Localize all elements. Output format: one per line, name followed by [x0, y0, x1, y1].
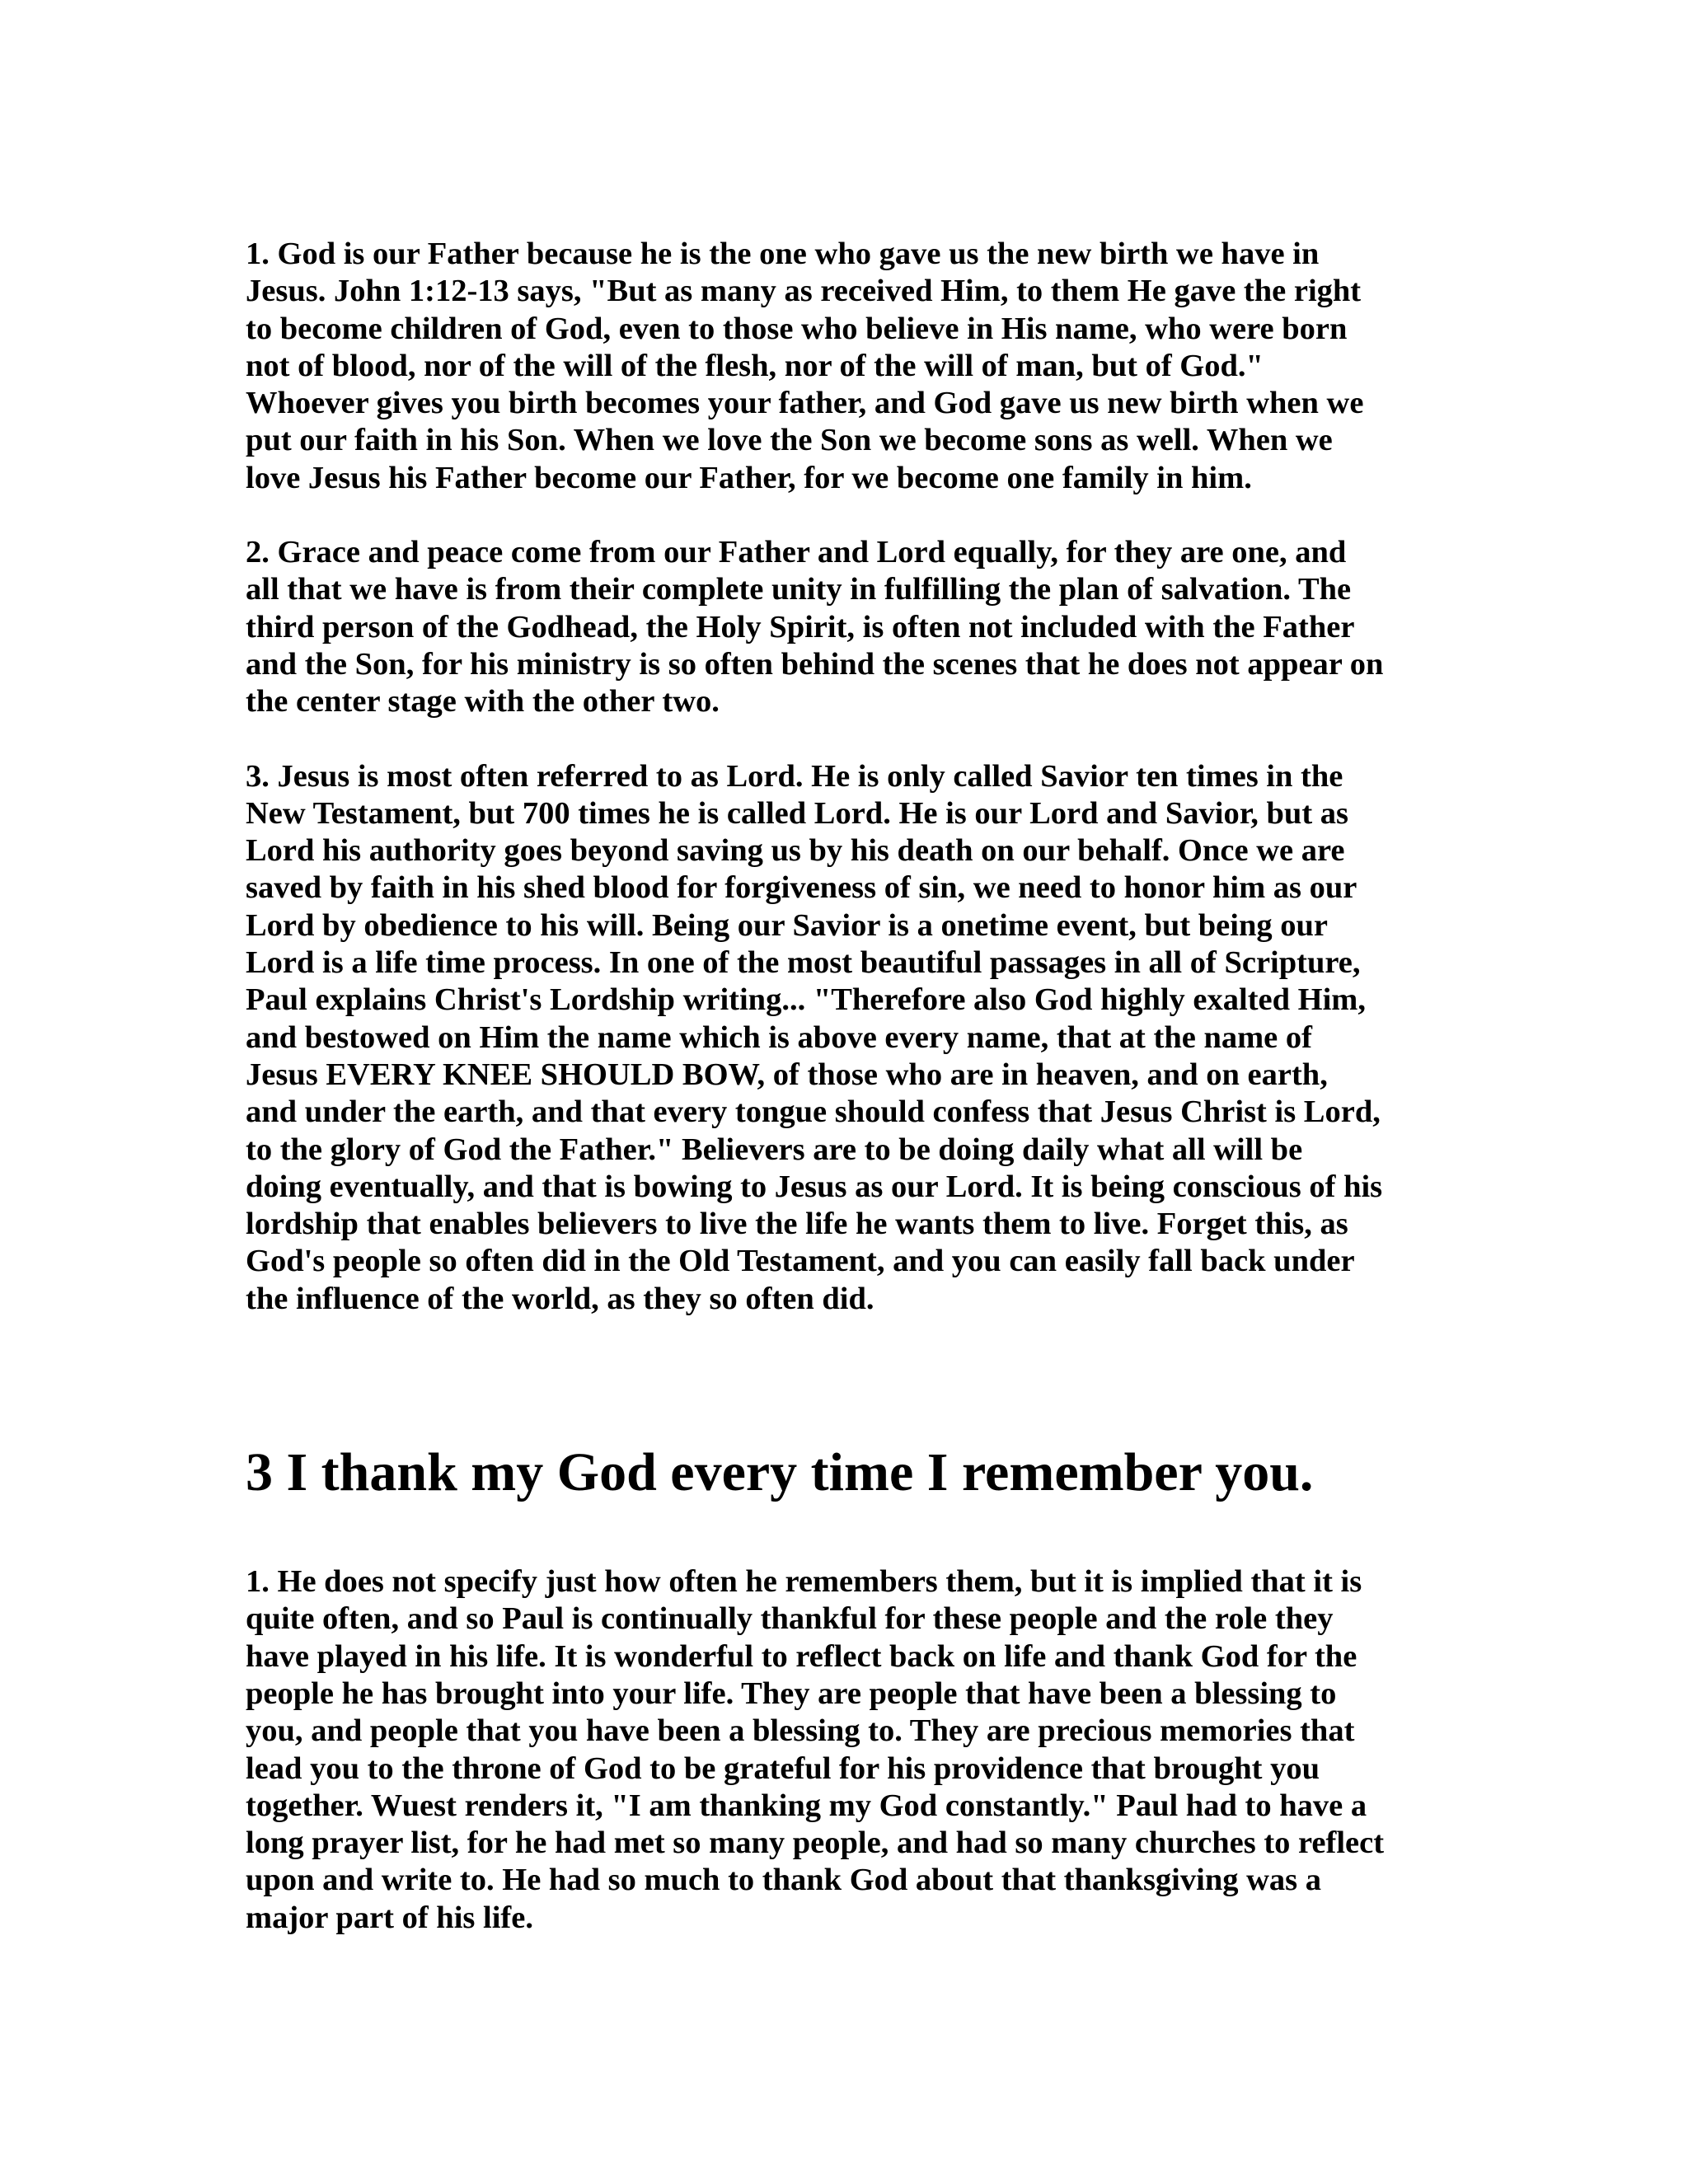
document-page	[246, 236, 1449, 1974]
paragraph-thankfulness: 1. He does not specify just how often he remembers them, but it is implied that it is quite often, and so Paul is continually thankful for these people and the role they have played in his life. It is wonderful to reflect back on life and thank God for the people he has brought into your life. They are people that have been a blessing to you, and people that you have been a blessing to. They are precious memories that lead you to the throne of God to be grateful for his providence that brought you together. Wuest renders it, "I am thanking my God constantly." Paul had to have a long prayer list, for he had met so many people, and had so many churches to reflect upon and write to. He had so much to thank God about that thanksgiving was a major part of his life.	[246, 1564, 1385, 1935]
paragraph-jesus-as-lord: 3. Jesus is most often referred to as Lord. He is only called Savior ten times in the New Testament, but 700 times he is called Lord. He is our Lord and Savior, but as Lord his authority goes beyond saving us by his death on our behalf. Once we are saved by faith in his shed blood for forgiveness of sin, we need to honor him as our Lord by obedience to his will. Being our Savior is a onetime event, but being our Lord is a life time process. In one of the most beautiful passages in all of Scripture, Paul explains Christ's Lordship writing... "Therefore also God highly exalted Him, and bestowed on Him the name which is above every name, that at the name of Jesus EVERY KNEE SHOULD BOW, of those who are in heaven, and on earth, and under the earth, and that every tongue should confess that Jesus Christ is Lord, to the glory of God the Father." Believers are to be doing daily what all will be doing eventually, and that is bowing to Jesus as our Lord. It is being conscious of his lordship that enables believers to live the life he wants them to live. Forget this, as God's people so often did in the Old Testament, and you can easily fall back under the influence of the world, as they so often did.	[246, 758, 1383, 1316]
section-commentary-verse-2	[246, 236, 1449, 1318]
paragraph-god-our-father: 1. God is our Father because he is the one who gave us the new birth we have in Jesus. John 1:12-13 says, "But as many as received Him, to them He gave the right to become children of God, even to those who believe in His name, who were born not of blood, nor of the will of the flesh, nor of the will of man, but of God." Whoever gives you birth becomes your father, and God gave us new birth when we put our faith in his Son. When we love the Son we become sons as well. When we love Jesus his Father become our Father, for we become one family in him.	[246, 237, 1364, 495]
verse-heading: 3 I thank my God every time I remember you.	[246, 1442, 1314, 1503]
section-commentary-verse-3	[246, 1563, 1449, 1937]
paragraph-grace-and-peace: 2. Grace and peace come from our Father and Lord equally, for they are one, and all that we have is from their complete unity in fulfilling the plan of salvation. The third person of the Godhead, the Holy Spirit, is often not included with the Father and the Son, for his ministry is so often behind the scenes that he does not appear on the center stage with the other two.	[246, 535, 1384, 719]
